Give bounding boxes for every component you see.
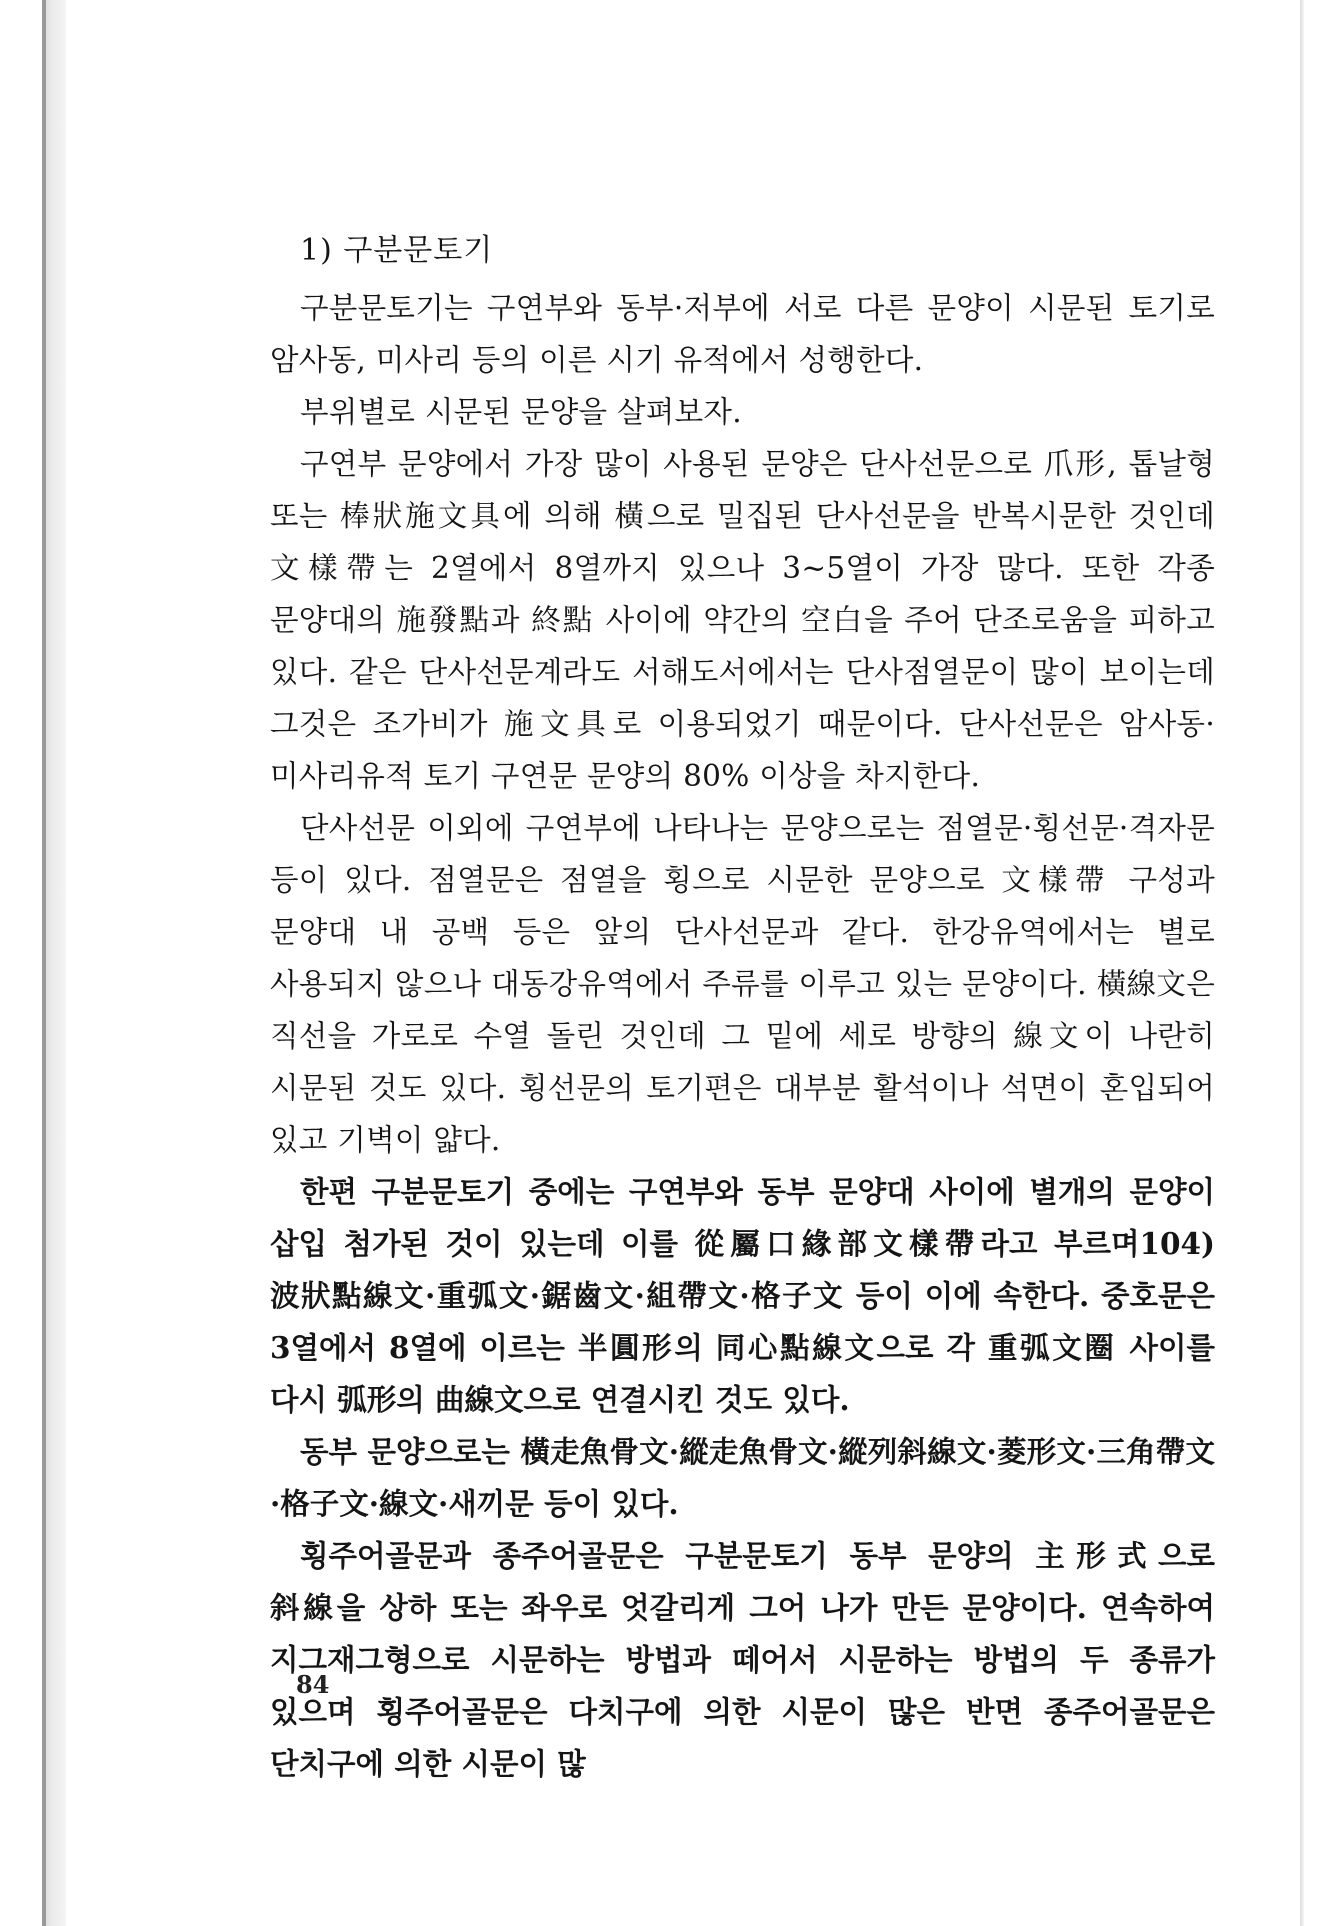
page-text-block <box>270 228 1215 1790</box>
page-right-edge <box>1300 0 1304 1926</box>
paragraph-body-patterns: 동부 문양으로는 橫走魚骨文·縱走魚骨文·縱列斜線文·菱形文·三角帶文·格子文·線文·새끼문 등이 있다. <box>270 1434 1215 1521</box>
paragraph-other-rim-patterns: 단사선문 이외에 구연부에 나타나는 문양으로는 점열문·횡선문·격자문 등이 있다. 점열문은 점열을 횡으로 시문한 문양으로 文樣帶 구성과 문양대 내 공백 등은 앞의 단사선문과 같다. 한강유역에서는 별로 사용되지 않으나 대동강유역에서 주류를 이루고 있는 문양이다. 橫線文은 직선을 가로로 수열 돌린 것인데 그 밑에 세로 방향의 線文이 나란히 시문된 것도 있다. 횡선문의 토기편은 대부분 활석이나 석면이 혼입되어 있고 기벽이 얇다. <box>270 811 1215 1157</box>
paragraph-subordinate-band: 한편 구분문토기 중에는 구연부와 동부 문양대 사이에 별개의 문양이 삽입 첨가된 것이 있는데 이를 從屬口緣部文樣帶라고 부르며104) 波狀點線文·重弧文·鋸齒文·組帶文·格子文 등이 이에 속한다. 중호문은 3열에서 8열에 이르는 半圓形의 同心點線文으로 각 重弧文圈 사이를 다시 弧形의 曲線文으로 연결시킨 것도 있다. <box>270 1174 1215 1417</box>
section-heading: 1) 구분문토기 <box>300 233 494 268</box>
paragraph-parts: 부위별로 시문된 문양을 살펴보자. <box>300 395 742 429</box>
paragraph-herringbone: 횡주어골문과 종주어골문은 구분문토기 동부 문양의 主形式으로 斜線을 상하 또는 좌우로 엇갈리게 그어 나가 만든 문양이다. 연속하여 지그재그형으로 시문하는 방법과 떼어서 시문하는 방법의 두 종류가 있으며 횡주어골문은 다치구에 의한 시문이 많은 반면 종주어골문은 단치구에 의한 시문이 많 <box>270 1538 1215 1781</box>
page-spine-edge <box>42 0 46 1926</box>
paragraph-rim-pattern: 구연부 문양에서 가장 많이 사용된 문양은 단사선문으로 爪形, 톱날형 또는 棒狀施文具에 의해 橫으로 밀집된 단사선문을 반복시문한 것인데 文樣帶는 2열에서 8열까지 있으나 3~5열이 가장 많다. 또한 각종 문양대의 施發點과 終點 사이에 약간의 空白을 주어 단조로움을 피하고 있다. 같은 단사선문계라도 서해도서에서는 단사점열문이 많이 보이는데 그것은 조가비가 施文具로 이용되었기 때문이다. 단사선문은 암사동·미사리유적 토기 구연문 문양의 80% 이상을 차지한다. <box>270 447 1215 793</box>
page-number: 84 <box>296 1670 330 1699</box>
paragraph-intro: 구분문토기는 구연부와 동부·저부에 서로 다른 문양이 시문된 토기로 암사동, 미사리 등의 이른 시기 유적에서 성행한다. <box>270 291 1215 377</box>
